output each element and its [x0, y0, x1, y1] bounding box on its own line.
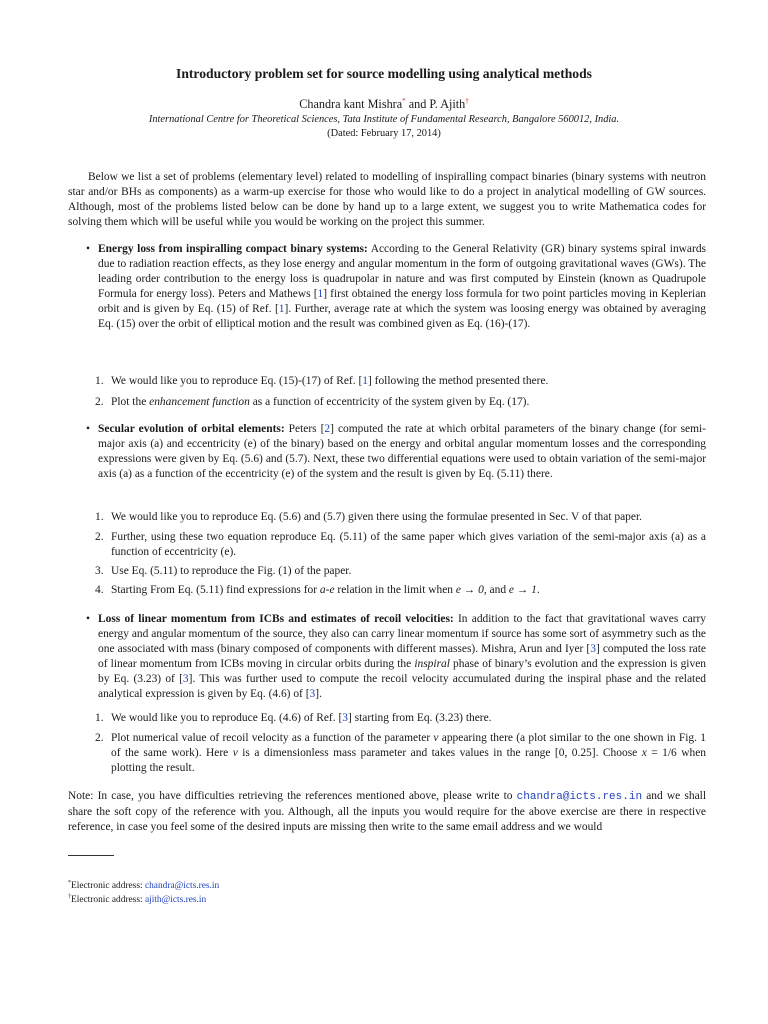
footnote-mark: † — [68, 894, 71, 900]
bullet-secular-evolution — [86, 422, 706, 482]
list-number: 1. — [95, 375, 104, 387]
math-text: ν — [232, 747, 238, 759]
author-2: P. Ajith — [429, 97, 466, 112]
bullet-text: ] first obtained the energy loss formula for two point particles moving in Keplerian orbit and is given by Eq. (15) of Ref. [ — [98, 288, 707, 315]
list-item — [95, 711, 706, 726]
footnote-mark: * — [68, 880, 71, 886]
bullet-text: In addition to the fact that gravitational waves carry energy and angular momentum of the source, they also can carry linear momentum if source has some sort of asymmetry such as the one associated with mass (binary composed of components with different masses). Mishra, Arun and Iyer [ — [98, 613, 707, 655]
list-text: Starting From Eq. (5.11) find expressions for — [111, 584, 320, 596]
list-text: We would like you to reproduce Eq. (15)-(17) of Ref. [ — [111, 375, 363, 387]
footnote-rule — [68, 855, 114, 856]
emphasis-text: enhancement function — [149, 396, 250, 408]
footnote-email-link[interactable]: chandra@icts.res.in — [144, 881, 220, 892]
note-text: Note: In case, you have difficulties retrieving the references mentioned above, please write to — [68, 790, 517, 802]
bullet-heading: Energy loss from inspiralling compact binary systems: — [98, 243, 368, 255]
author-separator: and — [408, 97, 427, 112]
emphasis-text: inspiral — [414, 658, 450, 670]
math-text: a-e — [319, 584, 335, 596]
citation-link[interactable]: 1 — [278, 303, 285, 315]
author-line — [0, 97, 768, 112]
list-item — [95, 583, 706, 598]
list-item — [95, 564, 706, 579]
bullet-heading: Loss of linear momentum from ICBs and estimates of recoil velocities: — [98, 613, 454, 625]
list-text: appearing there (a plot similar to the one shown in Fig. 1 of the same work). Here — [111, 732, 706, 759]
list-item — [95, 731, 706, 776]
list-text: is a dimensionless mass parameter and takes values in the range [0, 0.25]. Choose — [237, 747, 642, 759]
footnote-label: Electronic address: — [71, 881, 145, 892]
footnote-email-link[interactable]: ajith@icts.res.in — [144, 895, 207, 906]
date-line: (Dated: February 17, 2014) — [327, 128, 441, 139]
list-number: 1. — [95, 511, 104, 523]
list-item — [95, 374, 706, 389]
citation-link[interactable]: 3 — [590, 643, 596, 655]
list-item — [95, 395, 706, 410]
list-item — [95, 510, 706, 525]
list-number: 2. — [95, 531, 104, 543]
list-text: relation in the limit when — [334, 584, 456, 596]
list-number: 4. — [95, 584, 104, 596]
footnote — [68, 891, 206, 907]
bullet-text: ] computed the rate at which orbital parameters of the binary change (for semi-major axis (a) and eccentricity (e) of the binary) based on the energy and orbital angular momentum losses and the corresponding expressions were given by Eq. (5.6) and (5.7). Next, these two differential equations were used to obtain variation of the semi-major axis (a) as a function of the eccentricity (e) of the system and the result is given by Eq. (5.11) there. — [98, 423, 706, 480]
list-number: 3. — [95, 565, 104, 577]
bullet-heading: Secular evolution of orbital elements: — [98, 423, 285, 435]
bullet-dot: • — [86, 423, 91, 435]
bullet-energy-loss — [86, 242, 707, 332]
list-text: Use Eq. (5.11) to reproduce the Fig. (1) of the paper. — [111, 565, 352, 577]
list-text: . — [536, 584, 540, 596]
bullet-dot: • — [86, 613, 91, 625]
bullet-dot: • — [86, 243, 91, 255]
paper-title: Introductory problem set for source modelling using analytical methods — [176, 66, 592, 81]
citation-link[interactable]: 1 — [317, 288, 324, 300]
affiliation: International Centre for Theoretical Sciences, Tata Institute of Fundamental Research, Bangalore 560012, India. — [148, 114, 620, 125]
bullet-text: ]. This was further used to compute the recoil velocity accumulated during the inspiral phase and the related analytical expression is given by Eq. (4.6) of [ — [98, 673, 706, 700]
citation-link[interactable]: 2 — [324, 423, 331, 435]
bullet-text: According to the General Relativity (GR) binary systems spiral inwards due to radiation reaction effects, as they lose energy and angular momentum in the form of outgoing gravitational waves (GWs). The leading order contribution to the energy loss is quadrupolar in nature and was first computed by Einstein (known as Quadrupole Formula for energy loss). Peters and Mathews [ — [98, 243, 706, 300]
list-number: 1. — [95, 712, 104, 724]
list-text: ] starting from Eq. (3.23) there. — [347, 712, 492, 724]
footnote-label: Electronic address: — [71, 895, 145, 906]
list-item — [95, 530, 706, 560]
citation-link[interactable]: 3 — [182, 673, 189, 685]
list-text: We would like you to reproduce Eq. (5.6) and (5.7) given there using the formulae presented in Sec. V of that paper. — [111, 511, 642, 523]
math-text: x — [641, 747, 647, 759]
bullet-text: Peters [ — [284, 423, 325, 435]
list-text: ] following the method presented there. — [367, 375, 549, 387]
note-text: and we shall share the soft copy of the reference with you. Although, all the inputs you would require for the above exercise are there in respective reference, in case you feel some of the desired inputs are missing then write to the same email address and we would — [68, 790, 706, 833]
author-1-footnote-mark[interactable]: * — [402, 97, 406, 105]
list-text: , and — [483, 584, 509, 596]
list-text: Plot the — [111, 396, 150, 408]
math-text: e → 0 — [455, 584, 484, 596]
math-text: ν — [433, 732, 439, 744]
list-text: as a function of eccentricity of the system given by Eq. (17). — [249, 396, 530, 408]
author-2-footnote-mark[interactable]: † — [465, 97, 469, 105]
note-paragraph — [68, 789, 706, 835]
list-text: Further, using these two equation reproduce Eq. (5.11) of the same paper which gives variation of the semi-major axis (a) as a function of eccentricity (e). — [111, 531, 706, 558]
bullet-linear-momentum — [86, 612, 707, 702]
bullet-text: ]. Further, average rate at which the system was loosing energy was obtained by averaging Eq. (15) over the orbit of elliptical motion and the result was combined given as Eq. (16)-(17). — [98, 303, 706, 330]
citation-link[interactable]: 3 — [342, 712, 348, 724]
list-text: We would like you to reproduce Eq. (4.6) of Ref. [ — [111, 712, 343, 724]
citation-link[interactable]: 3 — [309, 688, 316, 700]
author-1: Chandra kant Mishra — [299, 97, 403, 112]
email-link[interactable]: chandra@icts.res.in — [516, 791, 643, 803]
list-number: 2. — [95, 732, 104, 744]
bullet-text: ]. — [315, 688, 322, 700]
bullet-text: phase of binary’s evolution and the expression is given by Eq. (3.23) of [ — [98, 658, 707, 685]
citation-link[interactable]: 1 — [362, 375, 368, 387]
list-text: = 1/6 when plotting the result. — [111, 747, 706, 774]
intro-paragraph: Below we list a set of problems (elementary level) related to modelling of inspiralling compact binaries (binary systems with neutron star and/or BHs as components) as a warm-up exercise for those who would like to do a project in analytical modelling of GW sources. Although, most of the problems listed below can be done by hand up to a large extent, we suggest you to write Mathematica codes for solving them which will be useful while you would be working on the project this summer. — [68, 171, 706, 228]
list-text: Plot numerical value of recoil velocity as a function of the parameter — [111, 732, 434, 744]
math-text: e → 1 — [508, 584, 537, 596]
bullet-text: ] computed the loss rate of linear momentum from ICBs moving in circular orbits during the — [98, 643, 707, 670]
list-number: 2. — [95, 396, 104, 408]
